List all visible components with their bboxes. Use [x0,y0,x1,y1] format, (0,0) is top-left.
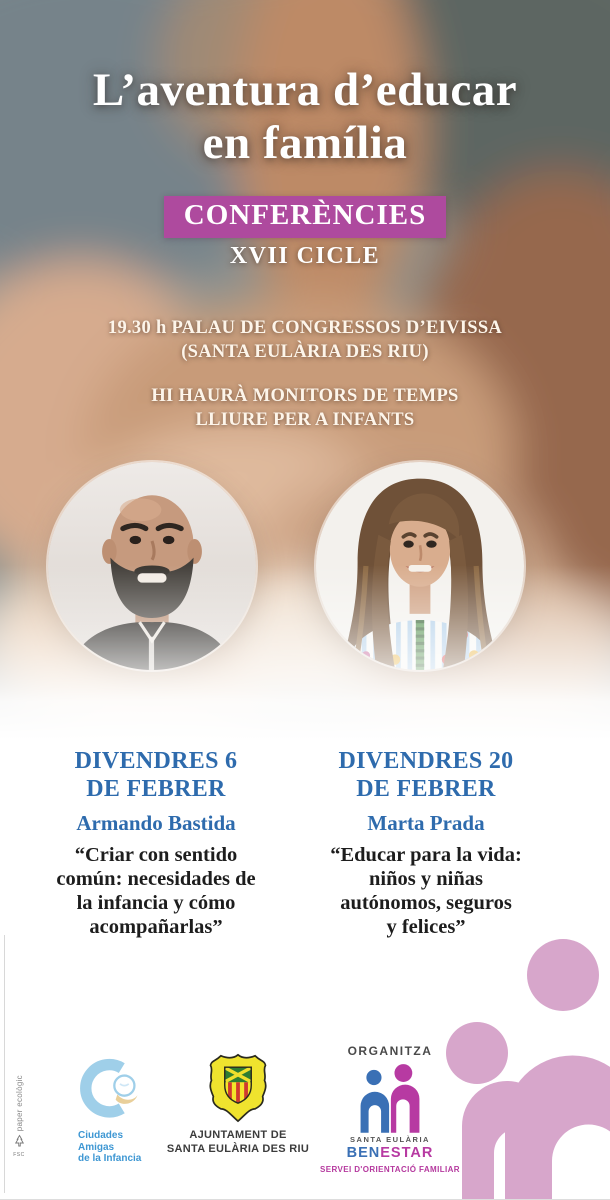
conferencies-badge: CONFERÈNCIES [164,196,446,238]
paper-ecologic-note [8,1075,30,1158]
speaker-name: Marta Prada [367,810,485,835]
talk-date-line-1: DIVENDRES 20 [338,748,514,774]
title-line-1: L’aventura d’educar [92,64,518,116]
talk-date-line-2: DE FEBRER [86,775,226,802]
benestar-logo-icon [357,1063,423,1133]
venue-line-1: 19.30 h PALAU DE CONGRESSOS D’EIVISSA [107,318,503,338]
talk-date-line-2: DE FEBRER [356,775,496,802]
childcare-line-2: LLIURE PER A INFANTS [195,410,415,431]
ciudades-line-2: Amigas [78,1141,115,1153]
ciudades-line-3: de la Infancia [78,1153,142,1164]
fsc-label: FSC [13,1152,25,1159]
speaker-photo-armando [48,462,256,670]
quote-line: “Criar con sentido [74,843,238,866]
benestar-santa-eularia-label: SANTA EULÀRIA [350,1135,430,1144]
organitza-label: ORGANITZA [347,1044,433,1058]
ciudades-amigas-logo [78,1058,174,1165]
marta-portrait-illustration [316,462,524,670]
armando-portrait-illustration [48,462,256,670]
ajuntament-shield-icon [207,1052,269,1124]
childcare-line-1: HI HAURÀ MONITORS DE TEMPS [151,386,459,406]
badge-row [0,196,610,238]
quote-line: y felices” [386,915,466,938]
speaker-name: Armando Bastida [76,810,236,835]
venue-info [0,316,610,365]
talk-date [312,748,540,804]
quote-line: niños y niñas [369,867,483,890]
quote-line: común: necesidades de [56,867,256,890]
talk-armando [30,748,282,940]
title-line-2: en família [202,116,408,169]
ajuntament-label [162,1128,314,1157]
quote-line: autónomos, seguros [340,891,512,914]
talk-date [30,748,282,804]
talk-date-line-1: DIVENDRES 6 [74,748,238,774]
print-bleed-line [4,935,5,1193]
ajuntament-line-2: SANTA EULÀRIA DES RIU [166,1143,310,1156]
quote-line: la infancia y cómo [76,891,236,914]
paper-ecologic-label: paper ecològic [14,1075,24,1132]
talk-quote [30,844,282,940]
speaker-photo-marta [316,462,524,670]
venue-line-2: (SANTA EULÀRIA DES RIU) [181,342,429,363]
quote-line: acompañarlas” [89,915,223,938]
benestar-ben: BEN [346,1145,381,1161]
childcare-info [0,384,610,433]
benestar-estar: ESTAR [380,1145,434,1161]
quote-line: “Educar para la vida: [330,843,522,866]
ciudades-amigas-icon [78,1058,148,1122]
cycle-label: XVII CICLE [229,243,381,269]
poster-title [0,64,610,169]
ciudades-line-1: Ciudades [78,1130,124,1141]
ajuntament-line-1: AJUNTAMENT DE [189,1129,287,1141]
ciudades-amigas-label [78,1130,174,1165]
benestar-tagline: SERVEI D'ORIENTACIÓ FAMILIAR [320,1165,460,1174]
ajuntament-logo [162,1052,314,1157]
fsc-tree-icon [13,1134,26,1149]
benestar-decorative-figures [430,910,610,1200]
